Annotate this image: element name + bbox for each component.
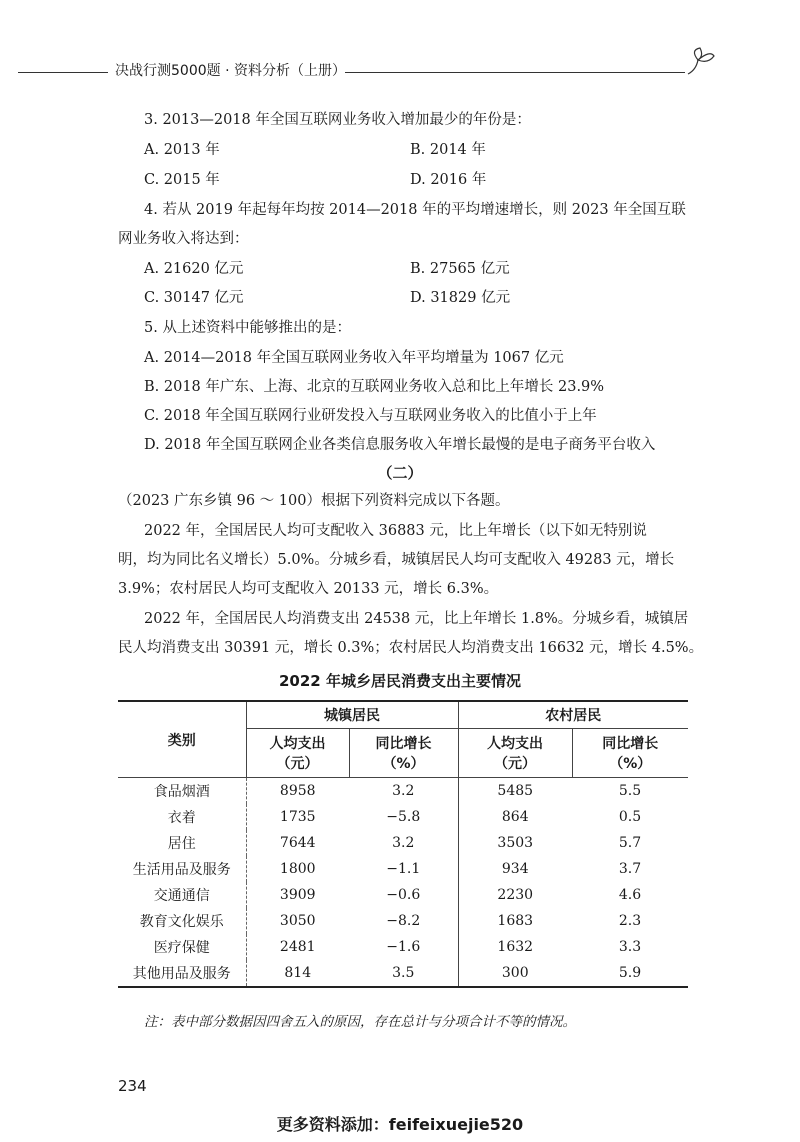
urban-growth-cell: −1.1 — [386, 861, 421, 877]
header-urban-growth — [349, 729, 458, 778]
table-note: 注：表中部分数据因四舍五入的原因，存在总计与分项合计不等的情况。 — [144, 1014, 576, 1030]
table-row — [118, 856, 688, 882]
q4-option-b: B. 27565 亿元 — [410, 261, 510, 277]
urban-spend-cell: 7644 — [279, 835, 316, 851]
table-row — [118, 960, 688, 987]
urban-spend-cell: 8958 — [279, 783, 316, 799]
urban-growth-cell: −1.6 — [386, 939, 421, 955]
category-cell: 衣着 — [118, 804, 246, 830]
question-4-stem-line1: 4. 若从 2019 年起每年均按 2014—2018 年的平均增速增长，则 2023 年全国互联 — [144, 202, 686, 218]
rural-growth-cell: 0.5 — [618, 809, 642, 825]
q4-option-c: C. 30147 亿元 — [144, 290, 244, 306]
q5-option-c: C. 2018 年全国互联网行业研发投入与互联网业务收入的比值小于上年 — [144, 408, 597, 424]
category-cell: 食品烟酒 — [118, 778, 246, 805]
rural-spend-cell: 864 — [458, 804, 572, 830]
urban-spend-cell: 1735 — [279, 809, 316, 825]
q3-option-a: A. 2013 年 — [144, 142, 220, 158]
category-cell: 居住 — [118, 830, 246, 856]
q3-option-c: C. 2015 年 — [144, 172, 220, 188]
table-title: 2022 年城乡居民消费支出主要情况 — [279, 672, 521, 690]
rural-growth-cell: 5.9 — [572, 960, 688, 987]
rural-spend-cell: 3503 — [458, 830, 572, 856]
header-rule-right — [345, 72, 685, 73]
table-body — [118, 778, 688, 988]
header-urban: 城镇居民 — [246, 701, 458, 729]
header-urban-spend — [246, 729, 349, 778]
header-rural-growth-label: 同比增长 — [602, 736, 659, 752]
urban-growth-cell: 3.2 — [392, 783, 415, 799]
question-4-stem-line2: 网业务收入将达到： — [118, 231, 249, 247]
rural-spend-cell: 934 — [458, 856, 572, 882]
category-cell: 交通通信 — [118, 882, 246, 908]
page-number: 234 — [118, 1077, 147, 1095]
header-urban-spend-label: 人均支出 — [269, 736, 326, 752]
consumption-table — [118, 700, 688, 988]
q3-option-b: B. 2014 年 — [410, 142, 486, 158]
footer-watermark: 更多资料添加：feifeixuejie520 — [276, 1115, 524, 1134]
header-rural-spend-label: 人均支出 — [487, 736, 543, 752]
section-title: （二） — [377, 464, 423, 482]
urban-spend-cell: 1800 — [279, 861, 316, 877]
q5-option-b: B. 2018 年广东、上海、北京的互联网业务收入总和比上年增长 23.9% — [144, 379, 605, 395]
q4-option-d: D. 31829 亿元 — [410, 290, 511, 306]
rural-spend-cell: 1632 — [458, 934, 572, 960]
urban-spend-cell: 3909 — [279, 887, 316, 903]
table-row — [118, 908, 688, 934]
paragraph-1-line3: 3.9%；农村居民人均可支配收入 20133 元，增长 6.3%。 — [118, 581, 499, 597]
rural-spend-cell: 1683 — [458, 908, 572, 934]
category-cell: 生活用品及服务 — [118, 856, 246, 882]
urban-growth-cell: −5.8 — [386, 809, 421, 825]
paragraph-2-line2: 民人均消费支出 30391 元，增长 0.3%；农村居民人均消费支出 16632 元，增长 4.5%。 — [118, 640, 704, 656]
urban-spend-cell: 3050 — [279, 913, 316, 929]
table-row — [118, 934, 688, 960]
rural-growth-cell: 3.7 — [618, 861, 642, 877]
sprout-icon — [684, 46, 718, 76]
rural-spend-cell: 2230 — [458, 882, 572, 908]
q3-option-d: D. 2016 年 — [410, 172, 487, 188]
urban-growth-cell: 3.2 — [392, 835, 415, 851]
category-cell: 教育文化娱乐 — [118, 908, 246, 934]
question-3-stem: 3. 2013—2018 年全国互联网业务收入增加最少的年份是： — [144, 112, 531, 128]
header-urban-growth-label: 同比增长 — [375, 736, 432, 752]
table-row — [118, 882, 688, 908]
book-title: 决战行测5000题 · 资料分析（上册） — [115, 63, 346, 79]
urban-growth-cell: 3.5 — [349, 960, 458, 987]
rural-growth-cell: 2.3 — [618, 913, 642, 929]
header-rural: 农村居民 — [458, 701, 688, 729]
paragraph-2-line1: 2022 年，全国居民人均消费支出 24538 元，比上年增长 1.8%。分城乡看，城镇居 — [144, 611, 689, 627]
urban-growth-cell: −8.2 — [386, 913, 421, 929]
question-5-stem: 5. 从上述资料中能够推出的是： — [144, 320, 351, 336]
urban-growth-cell: −0.6 — [386, 887, 421, 903]
table-row — [118, 804, 688, 830]
urban-spend-cell: 814 — [246, 960, 349, 987]
header-rural-growth-unit: （%） — [609, 756, 652, 772]
q5-option-d: D. 2018 年全国互联网企业各类信息服务收入年增长最慢的是电子商务平台收入 — [144, 437, 656, 453]
header-urban-spend-unit: （元） — [276, 756, 319, 772]
q5-option-a: A. 2014—2018 年全国互联网业务收入年平均增量为 1067 亿元 — [144, 350, 564, 366]
paragraph-1-line2: 明，均为同比名义增长）5.0%。分城乡看，城镇居民人均可支配收入 49283 元，增长 — [118, 552, 675, 568]
rural-spend-cell: 300 — [458, 960, 572, 987]
paragraph-1-line1: 2022 年，全国居民人均可支配收入 36883 元，比上年增长（以下如无特别说 — [144, 523, 647, 539]
rural-growth-cell: 5.7 — [618, 835, 642, 851]
running-header — [0, 58, 800, 88]
q4-option-a: A. 21620 亿元 — [144, 261, 244, 277]
header-rural-spend — [458, 729, 572, 778]
category-cell: 其他用品及服务 — [118, 960, 246, 987]
header-category: 类别 — [118, 701, 246, 778]
section-intro: （2023 广东乡镇 96 ～ 100）根据下列资料完成以下各题。 — [118, 493, 510, 509]
rural-growth-cell: 3.3 — [618, 939, 642, 955]
table-row — [118, 830, 688, 856]
category-cell: 医疗保健 — [118, 934, 246, 960]
header-rural-spend-unit: （元） — [494, 756, 536, 772]
header-rule-left — [18, 72, 108, 73]
header-rural-growth — [572, 729, 688, 778]
table-row — [118, 778, 688, 805]
rural-spend-cell: 5485 — [458, 778, 572, 805]
urban-spend-cell: 2481 — [279, 939, 316, 955]
header-urban-growth-unit: （%） — [382, 756, 425, 772]
rural-growth-cell: 4.6 — [618, 887, 642, 903]
rural-growth-cell: 5.5 — [618, 783, 642, 799]
